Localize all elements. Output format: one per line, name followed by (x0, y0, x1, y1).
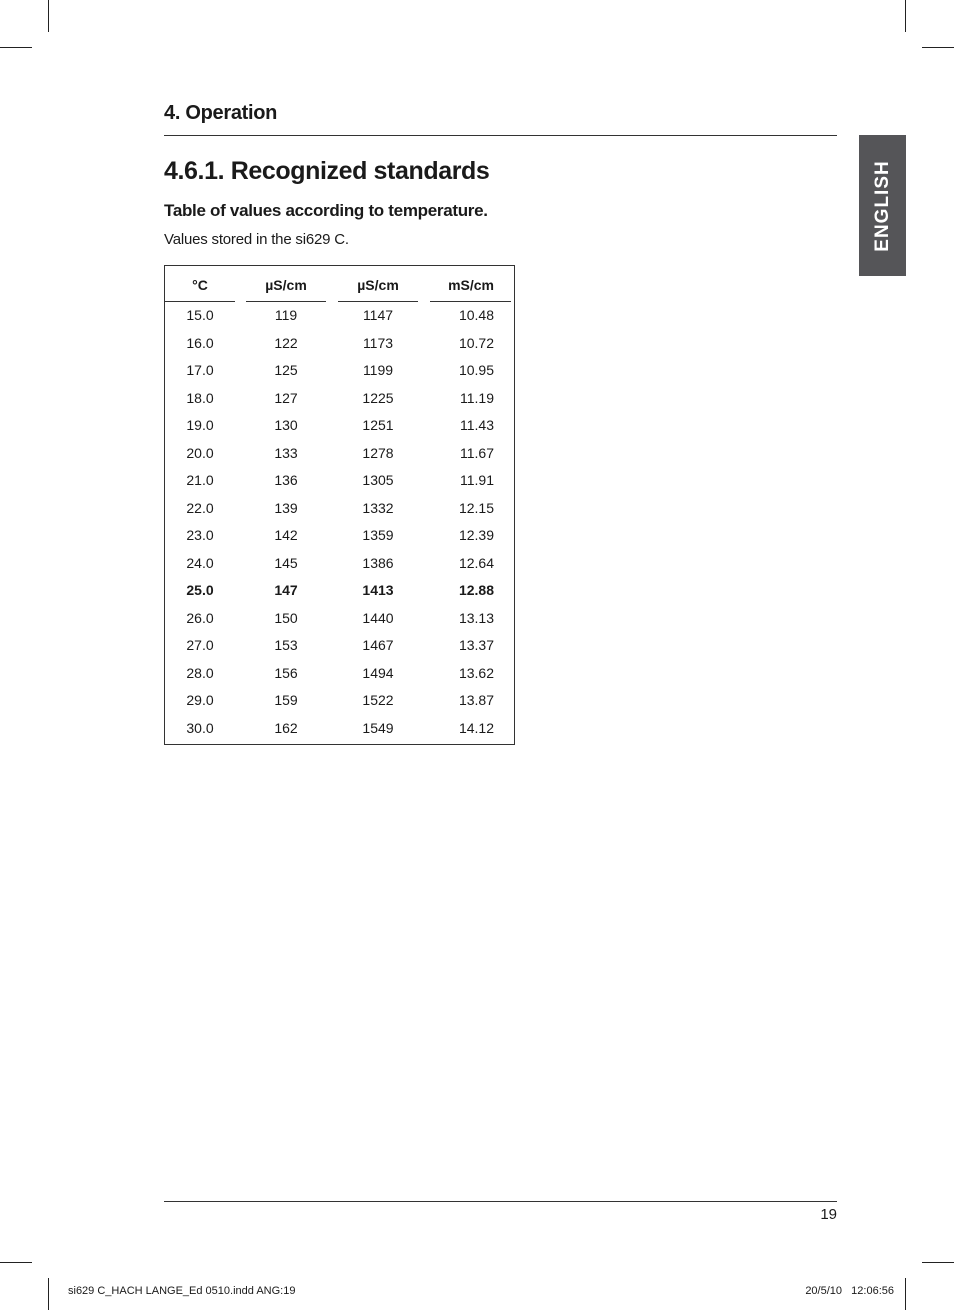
table-cell: 153 (274, 637, 298, 653)
table-cell: 11.19 (460, 389, 494, 406)
table-row (165, 637, 514, 657)
table-cell: 142 (274, 527, 298, 543)
table-cell: 11.91 (460, 472, 494, 488)
table-cell: 10.48 (458, 307, 494, 323)
table-row (165, 555, 514, 575)
table-cell: 29.0 (186, 692, 214, 708)
section-title: 4. Operation (164, 102, 278, 124)
table-cell: 136 (274, 472, 298, 488)
table-cell: 28.0 (186, 664, 214, 681)
table-cell: 125 (274, 362, 298, 378)
table-cell: 1386 (362, 554, 394, 571)
language-tab-label: ENGLISH (871, 159, 893, 252)
table-cell: 162 (274, 719, 298, 736)
table-cell: 25.0 (186, 582, 214, 598)
table-cell: 1147 (362, 307, 394, 323)
crop-mark (922, 47, 954, 48)
crop-mark (905, 0, 906, 32)
table-cell: 139 (274, 499, 298, 516)
table-cell: 1413 (362, 582, 394, 598)
table-cell: 30.0 (186, 719, 214, 736)
table-cell: 12.64 (458, 554, 494, 571)
table-row (165, 610, 514, 630)
header-divider (164, 135, 837, 136)
print-slug-date: 20/5/10 12:06:56 (805, 1285, 894, 1297)
table-cell: 12.15 (458, 499, 494, 516)
table-row (165, 472, 514, 492)
header-underline (430, 301, 511, 302)
table-cell: 1173 (362, 334, 394, 351)
table-cell: 156 (274, 664, 298, 681)
table-cell: 23.0 (186, 527, 214, 543)
table-row (165, 417, 514, 437)
table-cell: 27.0 (186, 637, 214, 653)
crop-mark (48, 0, 49, 32)
page-heading: 4.6.1. Recognized standards (164, 157, 490, 185)
table-row (165, 582, 514, 602)
language-tab (859, 135, 906, 276)
table-cell: 1332 (362, 499, 394, 516)
table-cell: 1278 (362, 444, 394, 461)
table-cell: 21.0 (186, 472, 214, 488)
table-row (165, 362, 514, 382)
standards-table (164, 265, 515, 745)
column-header-temperature: °C (192, 277, 208, 293)
table-cell: 1549 (362, 719, 394, 736)
column-header-us-cm-2: µS/cm (357, 277, 399, 293)
table-cell: 12.88 (458, 582, 494, 598)
table-cell: 11.67 (460, 444, 494, 461)
table-cell: 13.87 (458, 692, 494, 708)
table-cell: 133 (274, 444, 298, 461)
table-cell: 10.72 (458, 334, 494, 351)
table-cell: 1440 (362, 609, 394, 626)
table-cell: 10.95 (458, 362, 494, 378)
table-cell: 1494 (362, 664, 394, 681)
table-cell: 11.43 (460, 417, 494, 433)
table-cell: 19.0 (186, 417, 214, 433)
header-underline (338, 301, 418, 302)
table-cell: 147 (274, 582, 298, 598)
table-row (165, 500, 514, 520)
table-row (165, 390, 514, 410)
table-row (165, 335, 514, 355)
table-cell: 24.0 (186, 554, 214, 571)
table-cell: 17.0 (186, 362, 214, 378)
table-cell: 20.0 (186, 444, 214, 461)
table-cell: 16.0 (186, 334, 214, 351)
column-header-ms-cm: mS/cm (448, 277, 494, 293)
table-cell: 119 (274, 307, 298, 323)
table-cell: 18.0 (186, 389, 214, 406)
table-row (165, 527, 514, 547)
table-cell: 145 (274, 554, 298, 571)
crop-mark (922, 1262, 954, 1263)
crop-mark (0, 47, 32, 48)
table-cell: 1467 (362, 637, 394, 653)
table-cell: 14.12 (458, 719, 494, 736)
table-cell: 13.37 (458, 637, 494, 653)
footer-divider (164, 1201, 837, 1202)
crop-mark (0, 1262, 32, 1263)
table-cell: 12.39 (458, 527, 494, 543)
table-cell: 150 (274, 609, 298, 626)
table-row (165, 307, 514, 327)
print-slug-file: si629 C_HACH LANGE_Ed 0510.indd ANG:19 (68, 1285, 296, 1297)
table-cell: 1225 (362, 389, 394, 406)
table-cell: 13.62 (458, 664, 494, 681)
table-cell: 1199 (362, 362, 394, 378)
header-underline (246, 301, 326, 302)
crop-mark (48, 1278, 49, 1310)
description: Values stored in the si629 C. (164, 231, 349, 248)
page-number: 19 (820, 1206, 837, 1223)
column-header-us-cm-1: µS/cm (265, 277, 307, 293)
header-underline (165, 301, 235, 302)
table-row (165, 665, 514, 685)
table-cell: 1305 (362, 472, 394, 488)
table-cell: 15.0 (186, 307, 214, 323)
table-row (165, 692, 514, 712)
table-cell: 26.0 (186, 609, 214, 626)
crop-mark (905, 1278, 906, 1310)
table-cell: 1522 (362, 692, 394, 708)
table-row (165, 720, 514, 740)
table-cell: 159 (274, 692, 298, 708)
table-cell: 1251 (362, 417, 394, 433)
table-row (165, 445, 514, 465)
table-cell: 127 (274, 389, 298, 406)
table-cell: 13.13 (458, 609, 494, 626)
table-cell: 1359 (362, 527, 394, 543)
subheading: Table of values according to temperature. (164, 201, 488, 220)
table-cell: 122 (274, 334, 298, 351)
table-cell: 22.0 (186, 499, 214, 516)
table-cell: 130 (274, 417, 298, 433)
